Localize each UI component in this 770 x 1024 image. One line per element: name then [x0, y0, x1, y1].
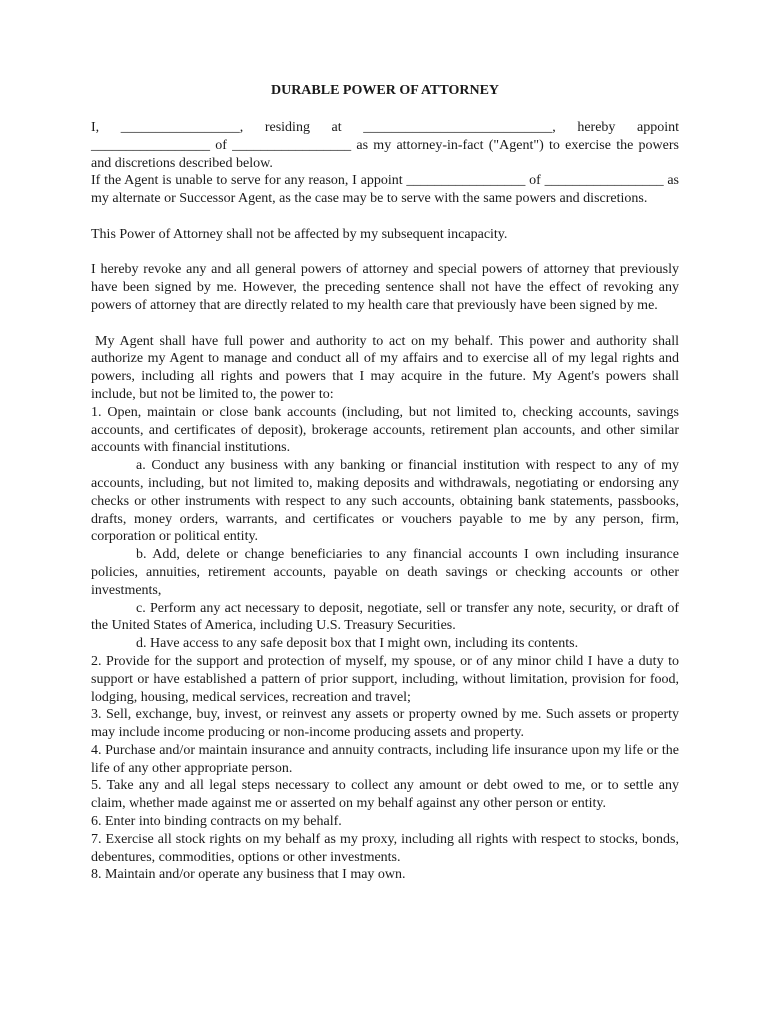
power-item-3: 3. Sell, exchange, buy, invest, or reinvest any assets or property owned by me. Such assets or property may include income producing or non-income producing assets and property.	[91, 707, 679, 741]
successor-agent-paragraph: If the Agent is unable to serve for any reason, I appoint _________________ of _________________ as my alternate or Successor Agent, as the case may be to serve with the same powers and discretions.	[91, 173, 679, 207]
paragraph-spacer	[91, 315, 679, 333]
power-item-1c: c. Perform any act necessary to deposit, negotiate, sell or transfer any note, security, or draft of the United States of America, including U.S. Treasury Securities.	[91, 600, 679, 634]
document-body	[91, 119, 679, 884]
power-item-1b: b. Add, delete or change beneficiaries to any financial accounts I own including insurance policies, annuities, retirement accounts, payable on death savings or checking accounts or other investments,	[91, 547, 679, 598]
power-item-6: 6. Enter into binding contracts on my behalf.	[91, 814, 342, 830]
appointment-paragraph: I, _________________, residing at ___________________________, hereby appoint _________________ of _________________ as my attorney-in-fact ("Agent") to exercise the powers and discretions described below.	[91, 120, 679, 171]
power-item-4: 4. Purchase and/or maintain insurance and annuity contracts, including life insurance upon my life or the life of any other appropriate person.	[91, 742, 679, 776]
power-item-1d: d. Have access to any safe deposit box that I might own, including its contents.	[136, 636, 579, 652]
power-item-8: 8. Maintain and/or operate any business that I may own.	[91, 867, 406, 883]
paragraph-spacer	[91, 244, 679, 262]
paragraph-spacer	[91, 208, 679, 226]
revocation-paragraph: I hereby revoke any and all general powers of attorney and special powers of attorney that previously have been signed by me. However, the preceding sentence shall not have the effect of revoking any powers of attorney that are directly related to my health care that previously have been signed by me.	[91, 262, 679, 313]
power-item-2: 2. Provide for the support and protection of myself, my spouse, or of any minor child I have a duty to support or have established a pattern of prior support, including, without limitation, provision for food, lodging, housing, medical services, recreation and travel;	[91, 653, 679, 705]
power-item-7: 7. Exercise all stock rights on my behalf as my proxy, including all rights with respect to stocks, bonds, debentures, commodities, options or other investments.	[91, 831, 679, 865]
power-item-1a: a. Conduct any business with any banking or financial institution with respect to any of my accounts, including, but not limited to, making deposits and withdrawals, negotiating or endorsing any checks or other instruments with respect to any such accounts, obtaining bank statements, passbooks, drafts, money orders, warrants, and certificates or vouchers payable to me by any person, firm, corporation or political entity.	[91, 458, 679, 545]
power-item-1: 1. Open, maintain or close bank accounts (including, but not limited to, checking accounts, savings accounts, and certificates of deposit), brokerage accounts, retirement plan accounts, and other similar accounts with financial institutions.	[91, 404, 679, 456]
incapacity-paragraph: This Power of Attorney shall not be affected by my subsequent incapacity.	[91, 226, 508, 242]
document-title: DURABLE POWER OF ATTORNEY	[270, 83, 500, 98]
power-item-5: 5. Take any and all legal steps necessary to collect any amount or debt owed to me, or to settle any claim, whether made against me or asserted on my behalf against any other person or entity.	[91, 778, 679, 812]
authority-paragraph: My Agent shall have full power and authority to act on my behalf. This power and authority shall authorize my Agent to manage and conduct all of my affairs and to exercise all of my legal rights and powers, including all rights and powers that I may acquire in the future. My Agent's powers shall include, but not be limited to, the power to:	[91, 333, 679, 402]
